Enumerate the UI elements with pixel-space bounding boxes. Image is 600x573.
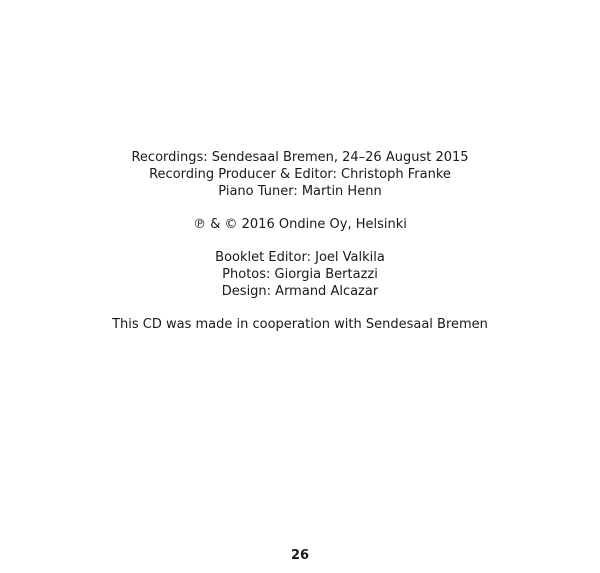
producer-line: Recording Producer & Editor: Christoph Franke [149,167,451,182]
copyright-line: ℗ & © 2016 Ondine Oy, Helsinki [193,217,407,232]
cooperation-block [0,316,600,333]
piano-tuner-line: Piano Tuner: Martin Henn [218,184,382,199]
photos-line: Photos: Giorgia Bertazzi [222,267,378,282]
recording-credits [0,149,600,200]
cooperation-line: This CD was made in cooperation with Sendesaal Bremen [112,317,488,332]
design-line: Design: Armand Alcazar [221,284,379,299]
booklet-credits [0,249,600,300]
booklet-editor-line: Booklet Editor: Joel Valkila [215,250,385,265]
page-number: 26 [290,548,310,563]
copyright-block [0,216,600,233]
recordings-line: Recordings: Sendesaal Bremen, 24–26 August 2015 [131,150,469,165]
credits-text [0,149,600,349]
